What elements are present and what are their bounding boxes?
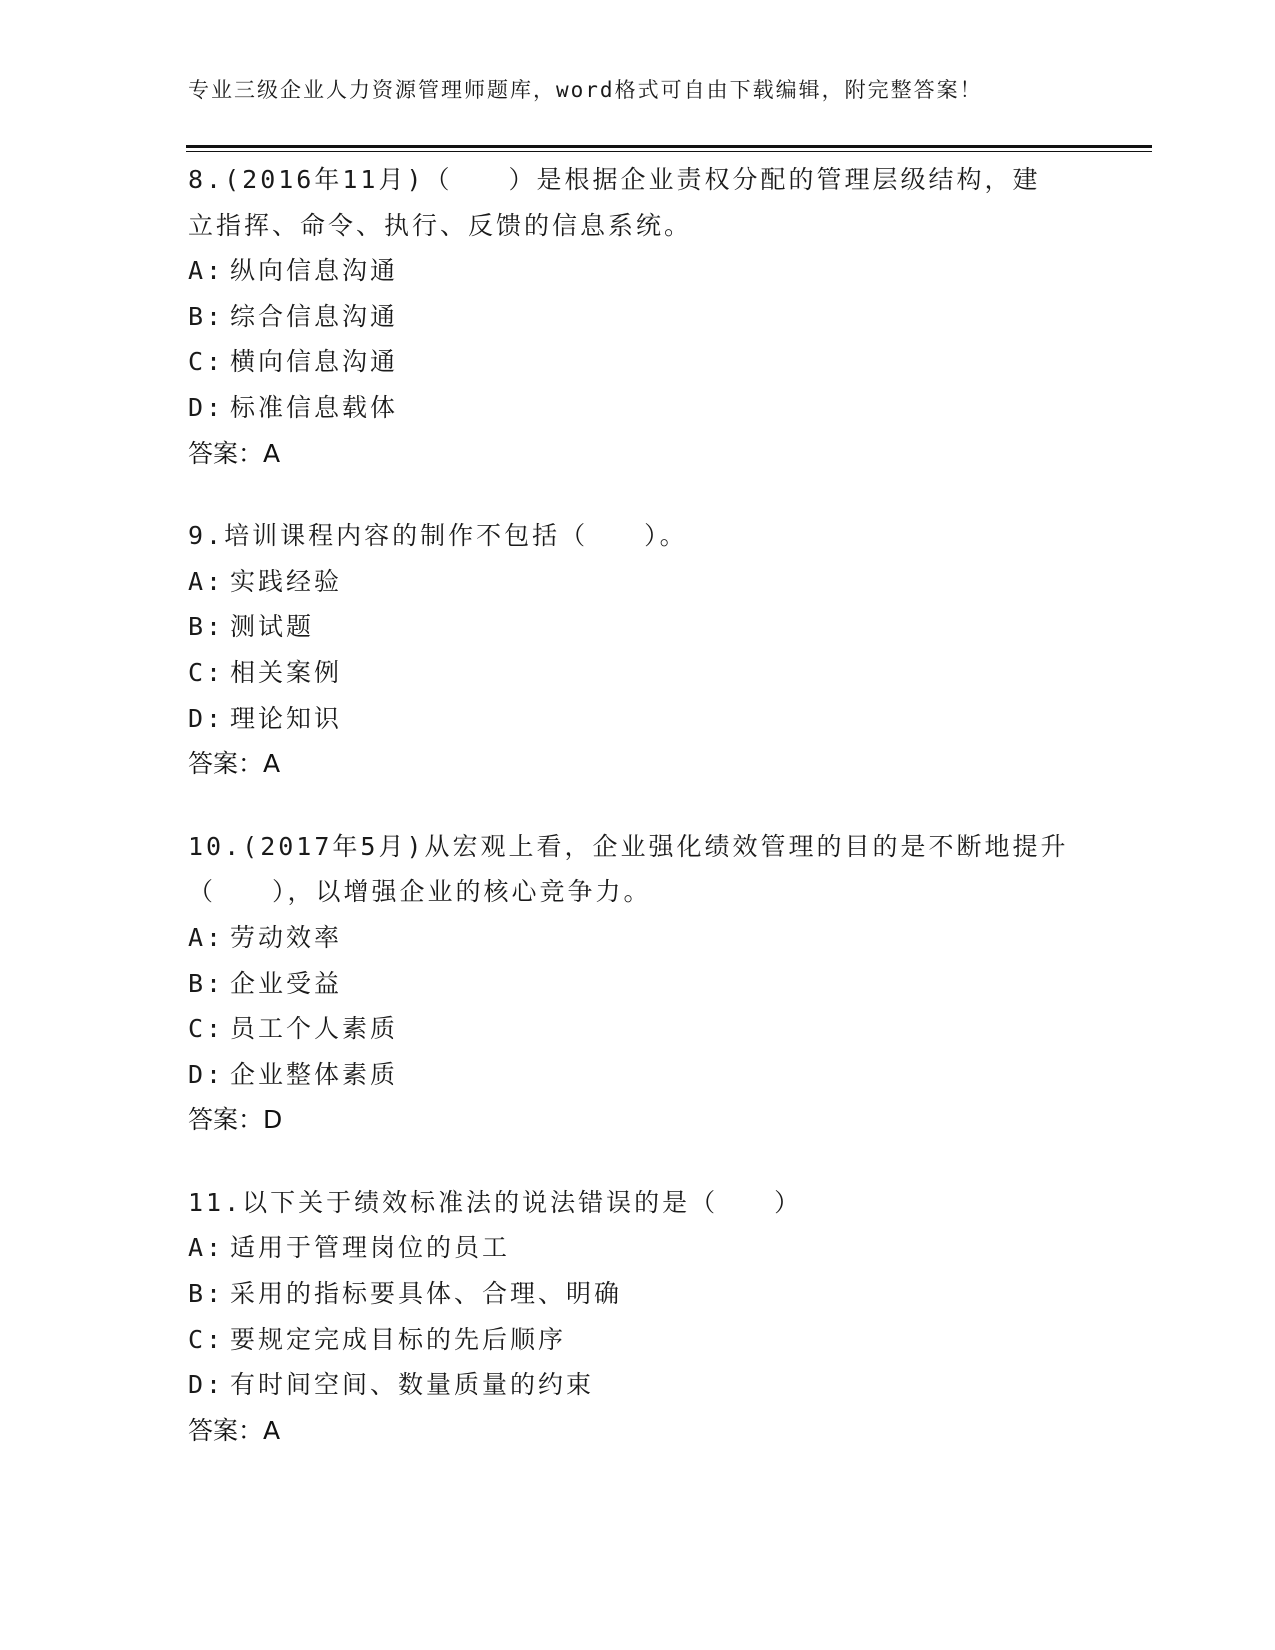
header-divider bbox=[186, 145, 1152, 148]
option-text: 要规定完成目标的先后顺序 bbox=[230, 1324, 567, 1354]
option-b bbox=[188, 294, 1088, 340]
answer: 答案：A bbox=[188, 1415, 281, 1445]
option-text: 实践经验 bbox=[230, 566, 343, 596]
option-text: 劳动效率 bbox=[230, 922, 343, 952]
option-c bbox=[188, 1006, 1088, 1052]
option-text: 相关案例 bbox=[230, 657, 343, 687]
option-key: B: bbox=[188, 612, 225, 642]
option-key: A: bbox=[188, 1233, 225, 1263]
option-a bbox=[188, 559, 1088, 605]
question-10 bbox=[188, 824, 1088, 1143]
option-key: C: bbox=[188, 1324, 225, 1354]
option-key: C: bbox=[188, 657, 225, 687]
option-text: 标准信息载体 bbox=[230, 392, 399, 422]
answer: 答案：D bbox=[188, 1105, 283, 1135]
option-key: A: bbox=[188, 922, 225, 952]
option-d bbox=[188, 1362, 1088, 1408]
option-key: D: bbox=[188, 392, 225, 422]
option-text: 理论知识 bbox=[230, 703, 343, 733]
option-d bbox=[188, 1052, 1088, 1098]
option-text: 企业受益 bbox=[230, 968, 343, 998]
question-9 bbox=[188, 513, 1088, 787]
option-key: B: bbox=[188, 1279, 225, 1309]
option-text: 有时间空间、数量质量的约束 bbox=[230, 1370, 595, 1400]
question-text-line: 立指挥、命令、执行、反馈的信息系统。 bbox=[188, 210, 693, 240]
option-a bbox=[188, 915, 1088, 961]
question-text-line: 10.(2017年5月)从宏观上看，企业强化绩效管理的目的是不断地提升 bbox=[188, 831, 1069, 861]
option-c bbox=[188, 650, 1088, 696]
option-text: 纵向信息沟通 bbox=[230, 256, 399, 286]
option-key: D: bbox=[188, 1059, 225, 1089]
option-c bbox=[188, 339, 1088, 385]
question-8 bbox=[188, 157, 1088, 476]
option-c bbox=[188, 1317, 1088, 1363]
option-a bbox=[188, 1225, 1088, 1271]
answer: 答案：A bbox=[188, 749, 281, 779]
option-d bbox=[188, 385, 1088, 431]
option-a bbox=[188, 248, 1088, 294]
option-text: 采用的指标要具体、合理、明确 bbox=[230, 1279, 623, 1309]
question-11 bbox=[188, 1180, 1088, 1454]
option-text: 员工个人素质 bbox=[230, 1014, 399, 1044]
question-text-line: 9.培训课程内容的制作不包括（ ）。 bbox=[188, 521, 688, 551]
option-text: 企业整体素质 bbox=[230, 1059, 399, 1089]
option-b bbox=[188, 604, 1088, 650]
option-text: 适用于管理岗位的员工 bbox=[230, 1233, 511, 1263]
header-divider-thin bbox=[186, 151, 1152, 152]
question-text-line: 8.(2016年11月)（ ）是根据企业责权分配的管理层级结构，建 bbox=[188, 165, 1041, 194]
option-text: 综合信息沟通 bbox=[230, 301, 399, 331]
question-list bbox=[188, 157, 1088, 1490]
option-d bbox=[188, 696, 1088, 742]
page-header: 专业三级企业人力资源管理师题库，word格式可自由下载编辑，附完整答案！ bbox=[188, 78, 983, 102]
option-key: B: bbox=[188, 301, 225, 331]
option-key: B: bbox=[188, 968, 225, 998]
option-key: C: bbox=[188, 347, 225, 377]
question-text-line: 11.以下关于绩效标准法的说法错误的是（ ） bbox=[188, 1187, 803, 1217]
option-b bbox=[188, 961, 1088, 1007]
option-key: A: bbox=[188, 256, 225, 286]
option-key: A: bbox=[188, 566, 225, 596]
option-key: D: bbox=[188, 1370, 225, 1400]
option-key: D: bbox=[188, 703, 225, 733]
answer: 答案：A bbox=[188, 438, 281, 468]
option-text: 测试题 bbox=[230, 612, 315, 642]
option-text: 横向信息沟通 bbox=[230, 347, 399, 377]
option-b bbox=[188, 1271, 1088, 1317]
option-key: C: bbox=[188, 1014, 225, 1044]
question-text-line: （ ），以增强企业的核心竞争力。 bbox=[188, 877, 652, 907]
